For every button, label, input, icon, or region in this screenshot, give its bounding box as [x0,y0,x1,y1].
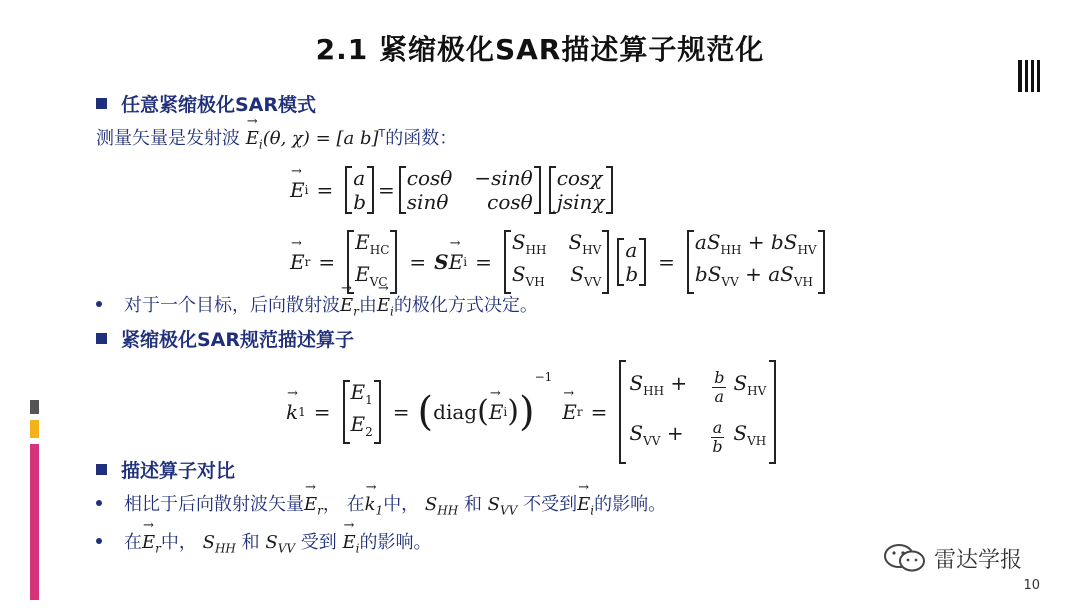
bullet-line-3: 在→ $E_r$中， $S_{HH}$ 和 $S_{VV}$ 受到 → $E_i$的影响。 [96,528,432,556]
square-bullet-icon [96,98,107,109]
page-number: 10 [1023,578,1040,593]
bullet-line-2: 相比于后向散射波矢量→ $E_r$， 在→ $k_1$中， $S_{HH}$ 和 $S_{VV}$ 不受到→ $E_i$的影响。 [96,490,666,518]
corner-decoration [1018,60,1040,92]
equation-Er: → E r = $E_{HC}$ $E_{VC}$ = S → E i = $S_{HH}$ $S_{HV}$ $S_{VH}$ $S_{VV}$ a b = $aS_{HH} + bS_{HV}$ $bS_{VV} + aS_{VH}$ [290,230,829,294]
equation-Ei: → E i = a b = cosθ −sinθ sinθ cosθ cosχ jsinχ [290,166,617,214]
square-bullet-icon [96,333,107,344]
dot-bullet-icon [96,500,102,506]
square-bullet-icon [96,464,107,475]
dot-bullet-icon [96,538,102,544]
wechat-icon [882,542,928,574]
section-heading-3: 描述算子对比 [96,456,235,483]
bullet-line-1: 对于一个目标，后向散射波→ $E_r$由→ $E_i$的极化方式决定。 [96,291,538,319]
dot-bullet-icon [96,301,102,307]
equation-k1: → k 1 = $E_1$ $E_2$ = ( diag ( → E i ) ) −1 → E r = $S_{HH}$ + $\frac{b}{a}$ $S_{HV}$ $S_{VV}$ + $\frac{a}{b}$ $S_{VH}$ [286,360,780,464]
slide-title: 2.1 紧缩极化SAR描述算子规范化 [315,33,765,66]
section-heading-1: 任意紧缩极化SAR模式 [96,90,316,117]
left-accent-bar [30,400,39,600]
journal-logo: 雷达学报 [882,542,1022,574]
section-heading-2: 紧缩极化SAR规范描述算子 [96,325,354,352]
measurement-line: 测量矢量是发射波 → $E_i(\theta$, χ) = [a b]$^T$的函数： [96,124,457,152]
